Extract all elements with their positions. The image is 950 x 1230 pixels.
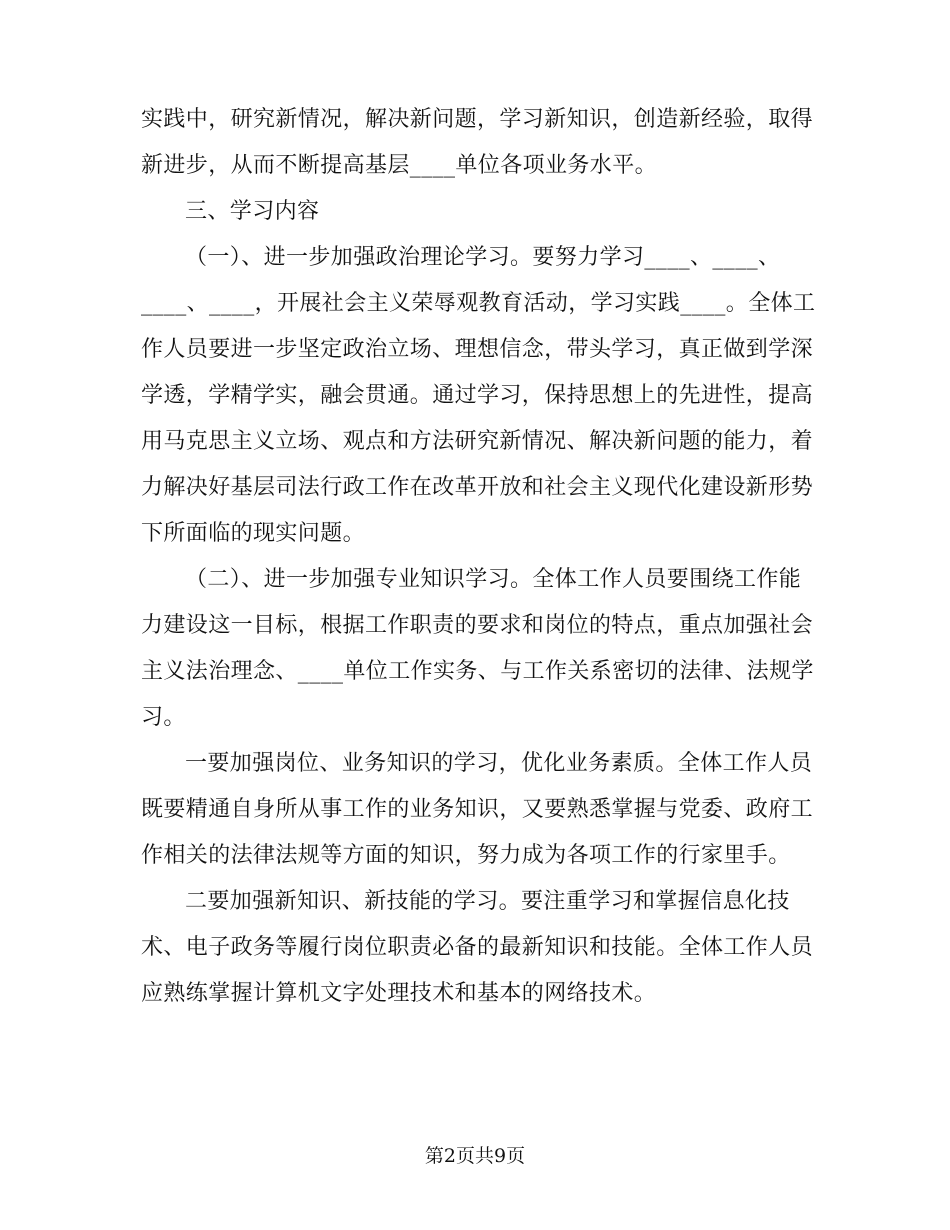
text-line: 力建设这一目标，根据工作职责的要求和岗位的特点，重点加强社会 — [141, 613, 814, 638]
text-line: （二）、进一步加强专业知识学习。全体工作人员要围绕工作能 — [185, 567, 802, 592]
text-line: 新进步，从而不断提高基层____单位各项业务水平。 — [141, 153, 658, 178]
text-line: 实践中，研究新情况，解决新问题，学习新知识，创造新经验，取得 — [141, 107, 814, 132]
text-line: 作相关的法律法规等方面的知识，努力成为各项工作的行家里手。 — [141, 843, 791, 868]
text-line: 学透，学精学实，融会贯通。通过学习，保持思想上的先进性，提高 — [141, 383, 814, 408]
text-line: 力解决好基层司法行政工作在改革开放和社会主义现代化建设新形势 — [141, 475, 814, 500]
text-line: 主义法治理念、____单位工作实务、与工作关系密切的法律、法规学 — [141, 659, 814, 684]
text-line: （一）、进一步加强政治理论学习。要努力学习____、____、 — [185, 245, 781, 270]
text-line: 既要精通自身所从事工作的业务知识，又要熟悉掌握与党委、政府工 — [141, 797, 814, 822]
document-body — [141, 97, 816, 1017]
text-line: 术、电子政务等履行岗位职责必备的最新知识和技能。全体工作人员 — [141, 935, 814, 960]
text-line: 二要加强新知识、新技能的学习。要注重学习和掌握信息化技 — [185, 889, 790, 914]
text-line: 下所面临的现实问题。 — [141, 521, 366, 546]
text-line: ____、____，开展社会主义荣辱观教育活动，学习实践____。全体工 — [141, 291, 816, 316]
text-line: 用马克思主义立场、观点和方法研究新情况、解决新问题的能力，着 — [141, 429, 814, 454]
text-line: 习。 — [141, 705, 186, 730]
text-line: 作人员要进一步坚定政治立场、理想信念，带头学习，真正做到学深 — [141, 337, 814, 362]
section-heading: 三、学习内容 — [185, 199, 320, 224]
text-line: 一要加强岗位、业务知识的学习，优化业务素质。全体工作人员 — [185, 751, 813, 776]
text-line: 应熟练掌握计算机文字处理技术和基本的网络技术。 — [141, 981, 657, 1006]
page-number: 第2页共9页 — [424, 1145, 526, 1167]
